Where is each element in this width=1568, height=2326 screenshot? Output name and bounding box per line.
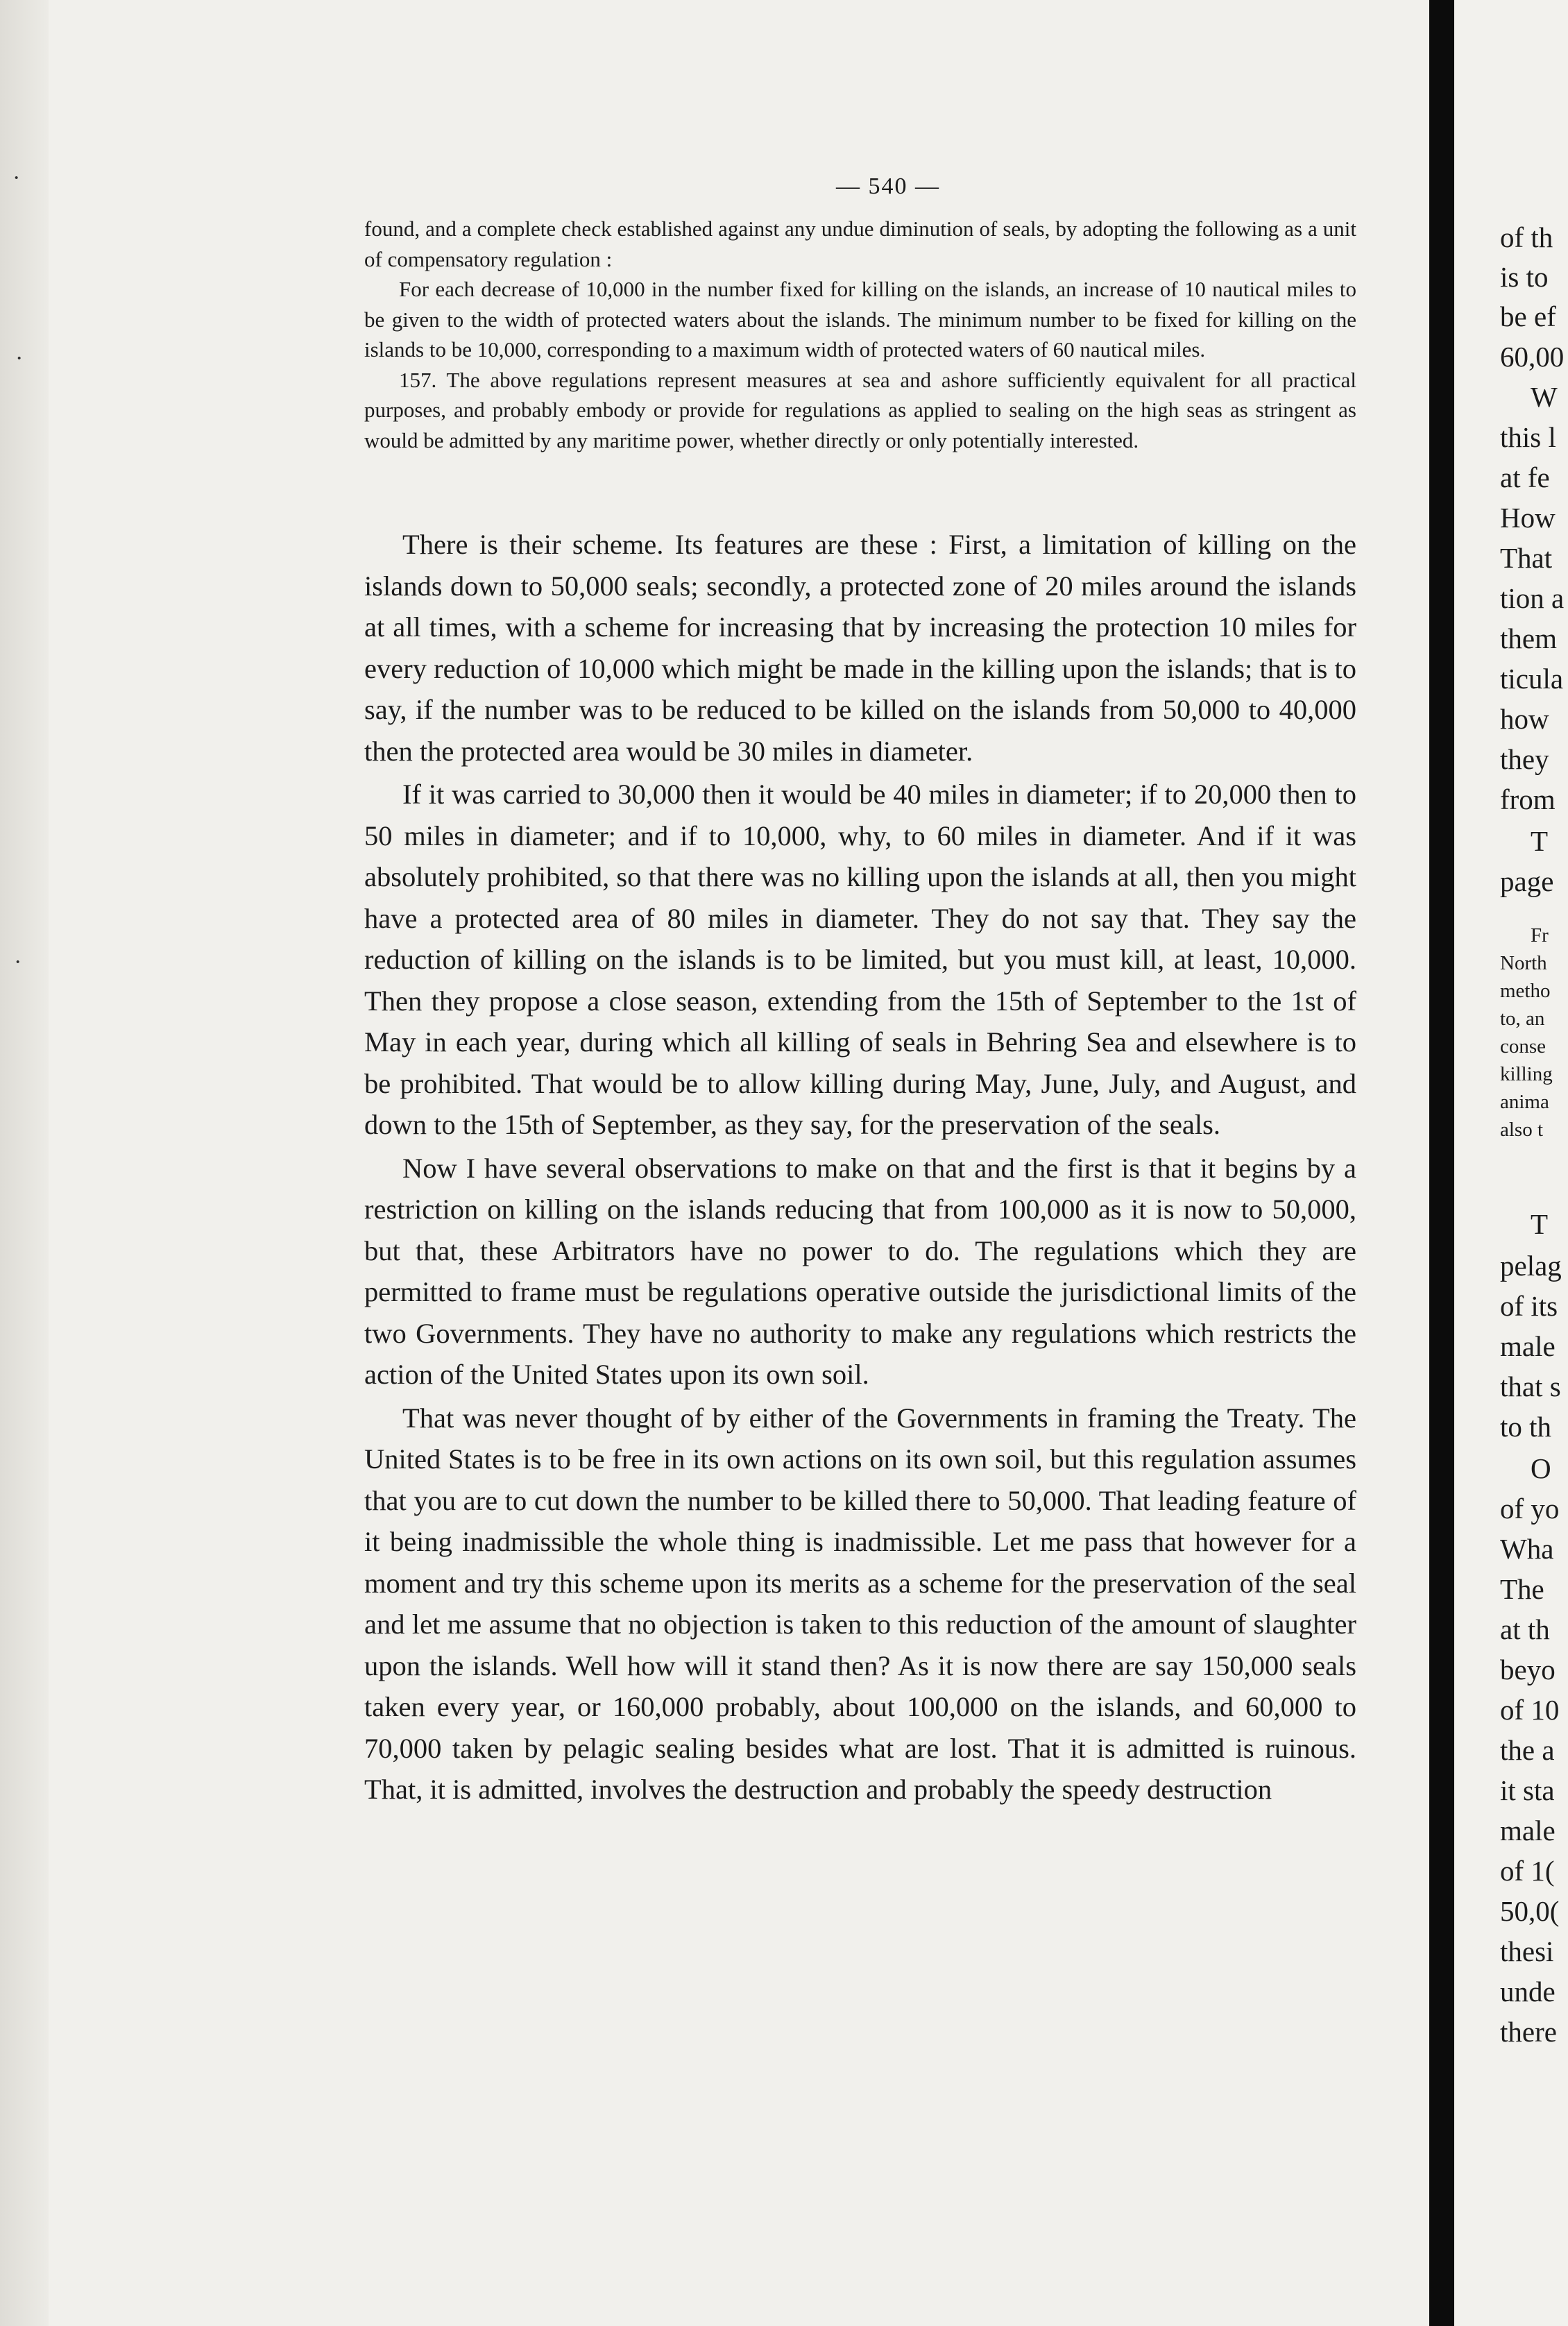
adjacent-page-line: unde (1500, 1976, 1556, 2007)
adjacent-page-line: killing (1500, 1063, 1553, 1085)
adjacent-page-line: of yo (1500, 1493, 1560, 1525)
adjacent-page-line: North (1500, 952, 1547, 974)
adjacent-page-line: at th (1500, 1613, 1550, 1645)
body-text (364, 524, 1356, 1813)
adjacent-page-line: of 1( (1500, 1855, 1555, 1887)
adjacent-page-line: metho (1500, 980, 1551, 1002)
body-paragraph: Now I have several observations to make on that and the first is that it begins by a restriction on killing on the islands reducing that from 100,000 as it is now to 50,000, but that, these Arbitrators have no power to do. The regulations which they are permitted to frame must be regulations operative outside the jurisdictional limits of the two Governments. They have no authority to make any regulations which restricts the action of the United States upon its own soil. (364, 1152, 1356, 1390)
margin-speck: · (12, 165, 21, 191)
adjacent-page-line: of th (1500, 221, 1553, 253)
adjacent-page-line: be ef (1500, 300, 1556, 332)
adjacent-page-line: is to (1500, 261, 1549, 293)
adjacent-page-line: That (1500, 542, 1553, 574)
adjacent-page-line: to th (1500, 1411, 1552, 1443)
adjacent-page-line: conse (1500, 1035, 1546, 1058)
quote-paragraph: For each decrease of 10,000 in the number fixed for killing on the islands, an increase of 10 nautical miles to be given to the width of protected waters about the islands. The minimum number to be fixed for killing on the islands to be 10,000, corresponding to a maximum width of protected waters of 60 nautical miles. (364, 277, 1356, 362)
adjacent-page-line: of 10 (1500, 1694, 1560, 1726)
adjacent-page-line: beyo (1500, 1654, 1556, 1686)
adjacent-page-line: also t (1500, 1119, 1544, 1141)
quote-paragraph: 157. The above regulations represent measures at sea and ashore sufficiently equivalent for all practical purposes, and probably embody or provide for regulations as applied to sealing on the high seas as stringent as would be admitted by any maritime power, whether directly or only potentially interested. (364, 367, 1356, 452)
adjacent-page-line: it sta (1500, 1774, 1555, 1806)
adjacent-page-line: thesi (1500, 1935, 1554, 1967)
page-number: — 540 — (836, 173, 940, 199)
adjacent-page-line: ticula (1500, 663, 1564, 695)
quote-paragraph: found, and a complete check established against any undue diminution of seals, by adopting the following as a unit of compensatory regulation : (364, 217, 1356, 271)
binding-gutter (1429, 0, 1454, 2326)
body-paragraph: That was never thought of by either of the Governments in framing the Treaty. The United States is to be free in its own actions on its own soil, but this regulation assumes that you are to cut down the number to be killed there to 50,000. That leading feature of it being inadmissible the whole thing is inadmissible. Let me pass that however for a moment and try this scheme upon its merits as a scheme for the preservation of the seal and let me assume that no objection is taken to this reduction of the amount of slaughter upon the islands. Well how will it stand then? As it is now there are say 150,000 seals taken every year, or 160,000 probably, about 100,000 on the islands, and 60,000 to 70,000 taken by pelagic sealing besides what are lost. That it is admitted is ruinous. That, it is admitted, involves the destruction and probably the speedy destruction (364, 1402, 1356, 1805)
main-page (49, 0, 1429, 2326)
adjacent-page-line: page (1500, 865, 1554, 897)
adjacent-page-line: The (1500, 1573, 1544, 1605)
margin-speck: · (14, 949, 22, 975)
adjacent-page-line: this l (1500, 421, 1556, 453)
adjacent-page-strip (1454, 0, 1568, 2326)
body-paragraph: If it was carried to 30,000 then it would be 40 miles in diameter; if to 20,000 then to 50 miles in diameter; and if to 10,000, why, to 60 miles in diameter. And if it was absolutely prohibited, so that there was no killing upon the islands at all, then you might have a protected area of 80 miles in diameter. They do not say that. They say the reduction of killing on the islands is to be limited, but you must kill, at least, 10,000. Then they propose a close season, extending from the 15th of September to the 1st of May in each year, during which all killing of seals in Behring Sea and elsewhere is to be prohibited. That would be to allow killing during May, June, July, and August, and down to the 15th of September, as they say, for the preservation of the seals. (364, 779, 1356, 1140)
adjacent-page-line: there (1500, 2016, 1557, 2048)
adjacent-page-line: Wha (1500, 1533, 1554, 1565)
adjacent-page-line: 50,0( (1500, 1895, 1560, 1927)
margin-speck: · (15, 346, 24, 371)
adjacent-page-line: male (1500, 1815, 1556, 1847)
adjacent-page-line: to, an (1500, 1008, 1545, 1030)
adjacent-page-line: T (1531, 825, 1549, 857)
adjacent-page-line: pelag (1500, 1250, 1562, 1282)
adjacent-page-line: from (1500, 783, 1556, 815)
adjacent-page-line: O (1531, 1452, 1551, 1484)
adjacent-page-line: at fe (1500, 461, 1550, 493)
adjacent-page-line: How (1500, 502, 1556, 534)
adjacent-page-line: T (1531, 1208, 1549, 1240)
adjacent-page-line: male (1500, 1330, 1556, 1362)
body-paragraph: There is their scheme. Its features are these : First, a limitation of killing on the islands down to 50,000 seals; secondly, a protected zone of 20 miles around the islands at all times, with a scheme for increasing that by increasing the protection 10 miles for every reduction of 10,000 which might be made in the killing upon the islands; that is to say, if the number was to be reduced to be killed on the islands from 50,000 to 40,000 then the protected area would be 30 miles in diameter. (364, 529, 1356, 767)
adjacent-page-line: W (1531, 381, 1558, 413)
adjacent-page-line: Fr (1531, 924, 1549, 946)
adjacent-page-line: they (1500, 743, 1549, 775)
adjacent-page-line: them (1500, 622, 1557, 654)
adjacent-page-line: tion a (1500, 582, 1565, 614)
quoted-regulations (364, 214, 1356, 455)
adjacent-page-line: that s (1500, 1370, 1561, 1402)
adjacent-page-line: of its (1500, 1290, 1558, 1322)
adjacent-page-line: how (1500, 703, 1549, 735)
adjacent-page-line: the a (1500, 1734, 1555, 1766)
adjacent-page-line: 60,00 (1500, 341, 1565, 373)
adjacent-page-line: anima (1500, 1091, 1549, 1113)
